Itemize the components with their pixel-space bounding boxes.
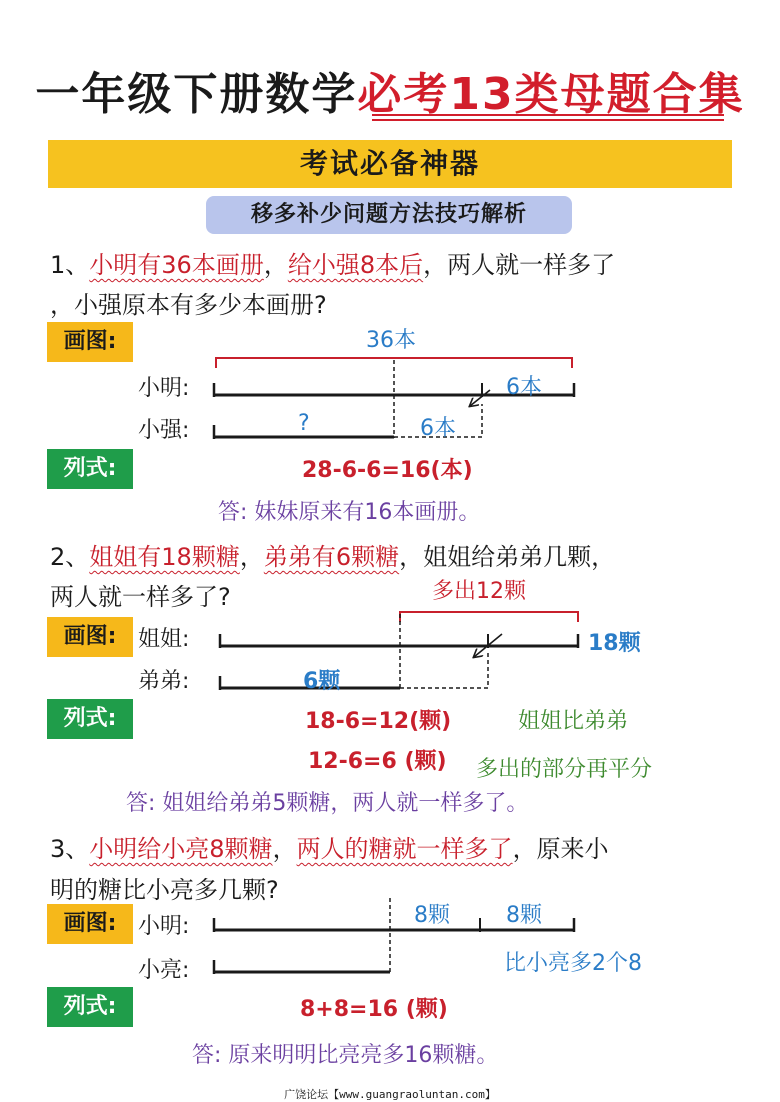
q2-formula2: 12-6=6 (颗) <box>308 749 447 774</box>
q1-move-label-b: 6本 <box>420 416 456 441</box>
q1-arrow <box>470 390 490 406</box>
q1-question-line2: ，小强原本有多少本画册? <box>50 291 327 319</box>
q3-formula: 8+8=16 (颗) <box>300 997 448 1022</box>
title-main: 一年级下册数学 <box>35 69 358 120</box>
q3-note: 比小亮多2个8 <box>504 951 642 976</box>
q3-label-b: 小亮: <box>138 958 190 983</box>
q1-answer: 答: 妹妹原来有16本画册。 <box>218 500 481 525</box>
q1-question-line1: 1、小明有36本画册，给小强8本后，两人就一样多了 <box>50 251 616 279</box>
q2-label-a: 姐姐: <box>138 627 190 652</box>
q1-formula: 28-6-6=16(本) <box>302 458 473 483</box>
q1-label-a: 小明: <box>138 376 190 401</box>
q3-label-a: 小明: <box>138 914 190 939</box>
q2-extra-label: 多出12颗 <box>432 579 526 604</box>
q2-formula1: 18-6=12(颗) <box>305 709 452 734</box>
q3-draw-tag: 画图: <box>47 904 133 944</box>
q3-question-line2: 明的糖比小亮多几颗? <box>50 876 279 904</box>
q3-question-line1: 3、小明给小亮8颗糖，两人的糖就一样多了，原来小 <box>50 835 609 863</box>
q2-label-b: 弟弟: <box>138 669 190 694</box>
q1-label-b: 小强: <box>138 418 190 443</box>
q2-answer: 答: 姐姐给弟弟5颗糖，两人就一样多了。 <box>126 791 529 816</box>
q2-note1: 姐姐比弟弟 <box>518 709 629 734</box>
q1-unknown: ? <box>298 411 310 436</box>
title-highlight: 必考13类母题合集 <box>357 69 745 120</box>
q2-value-b: 6颗 <box>303 669 341 694</box>
q2-extra-brace <box>400 612 578 622</box>
q1-move-label-a: 6本 <box>506 375 542 400</box>
q2-formula-tag: 列式: <box>47 699 133 739</box>
q2-question-line2: 两人就一样多了? <box>50 583 231 611</box>
q1-formula-tag: 列式: <box>47 449 133 489</box>
q1-total-label: 36本 <box>366 328 416 353</box>
q2-draw-tag: 画图: <box>47 617 133 657</box>
q3-seg2: 8颗 <box>506 903 542 928</box>
q2-note2: 多出的部分再平分 <box>476 757 653 782</box>
q2-diagram <box>220 612 578 690</box>
q2-bar-b-ext <box>400 652 488 688</box>
footer-source: 广饶论坛【www.guangraoluntan.com】 <box>284 1088 496 1101</box>
q3-answer: 答: 原来明明比亮亮多16颗糖。 <box>192 1043 499 1068</box>
q2-value-a: 18颗 <box>588 631 641 656</box>
q3-seg1: 8颗 <box>414 903 450 928</box>
q2-question-line1: 2、姐姐有18颗糖，弟弟有6颗糖，姐姐给弟弟几颗， <box>50 543 616 571</box>
banner: 考试必备神器 <box>48 140 732 188</box>
section-subtitle: 移多补少问题方法技巧解析 <box>206 196 572 234</box>
q3-formula-tag: 列式: <box>47 987 133 1027</box>
q1-draw-tag: 画图: <box>47 322 133 362</box>
